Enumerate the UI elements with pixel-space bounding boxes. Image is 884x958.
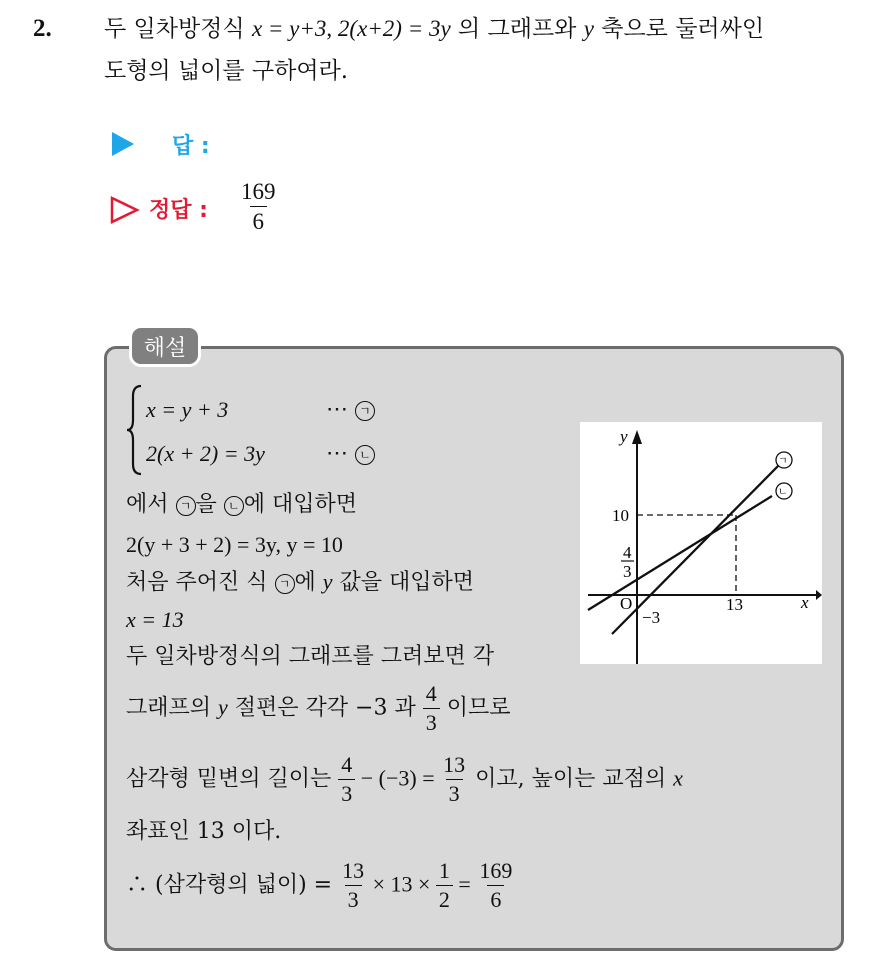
x-axis-label: x: [801, 593, 809, 612]
correct-answer-arrow-icon: [110, 196, 140, 224]
mark-nieun-icon: ㄴ: [224, 496, 244, 516]
problem-text-line2: 도형의 넓이를 구하여라.: [104, 58, 349, 84]
problem-text-line1: 두 일차방정식 x = y+3, 2(x+2) = 3y 의 그래프와 y 축으로 둘러싸인: [104, 16, 765, 42]
frac-label-den: 3: [623, 562, 632, 581]
problem-number: 2.: [33, 15, 52, 42]
explanation-line: x = 13: [126, 607, 184, 632]
tick-label-neg: −3: [642, 608, 661, 627]
explanation-line: 2(y + 3 + 2) = 3y, y = 10: [126, 532, 343, 557]
mark-nieun-icon: ㄴ: [355, 445, 375, 465]
frac-label-num: 4: [623, 543, 632, 562]
explanation-line: 그래프의 y 절편은 각각 −3 과 $\frac{4}{3}$ 이므로: [126, 681, 511, 735]
system-equation-1: x = y + 3: [146, 397, 229, 422]
explanation-line: 삼각형 밑변의 길이는 $\frac{4}{3}$ − (−3) = $\frac{13}{3}$ 이고, 높이는 교점의 x: [126, 752, 683, 806]
x-axis-arrow-icon: [816, 590, 822, 600]
equation-marker-2: ⋯ ㄴ: [326, 441, 375, 466]
tick-label-y: 10: [612, 506, 629, 525]
correct-answer-value: $\frac{169}{6}$: [241, 179, 276, 234]
system-equation-2: 2(x + 2) = 3y: [146, 441, 265, 466]
y-axis-arrow-icon: [632, 430, 642, 444]
mark-giyeok-icon: ㄱ: [355, 401, 375, 421]
mark-giyeok-icon: ㄱ: [176, 496, 196, 516]
correct-answer-label: 정답 :: [149, 198, 208, 223]
explanation-line: 에서 ㄱ 을 ㄴ 에 대입하면: [126, 492, 358, 517]
system-brace: [126, 384, 144, 476]
equation-marker-1: ⋯ ㄱ: [326, 397, 375, 422]
answer-arrow-icon: [112, 132, 134, 156]
explanation-line: ∴ (삼각형의 넓이) = $\frac{13}{3}$ × 13 × $\frac{1}{2}$ = $\frac{169}{6}$: [126, 858, 513, 912]
intersection-graph: [580, 422, 822, 664]
line-mark-2: ㄴ: [778, 487, 788, 498]
explanation-line: 좌표인 13 이다.: [126, 819, 282, 844]
explanation-tag: 해설: [129, 325, 201, 367]
y-axis-label: y: [620, 427, 628, 446]
mark-giyeok-icon: ㄱ: [275, 574, 295, 594]
explanation-line: 처음 주어진 식 ㄱ 에 y 값을 대입하면: [126, 569, 475, 595]
line-mark-1: ㄱ: [778, 456, 788, 467]
answer-label: 답 :: [172, 134, 210, 159]
explanation-line: 두 일차방정식의 그래프를 그려보면 각: [126, 644, 495, 669]
tick-label-x: 13: [726, 595, 743, 614]
origin-label: O: [620, 594, 633, 613]
